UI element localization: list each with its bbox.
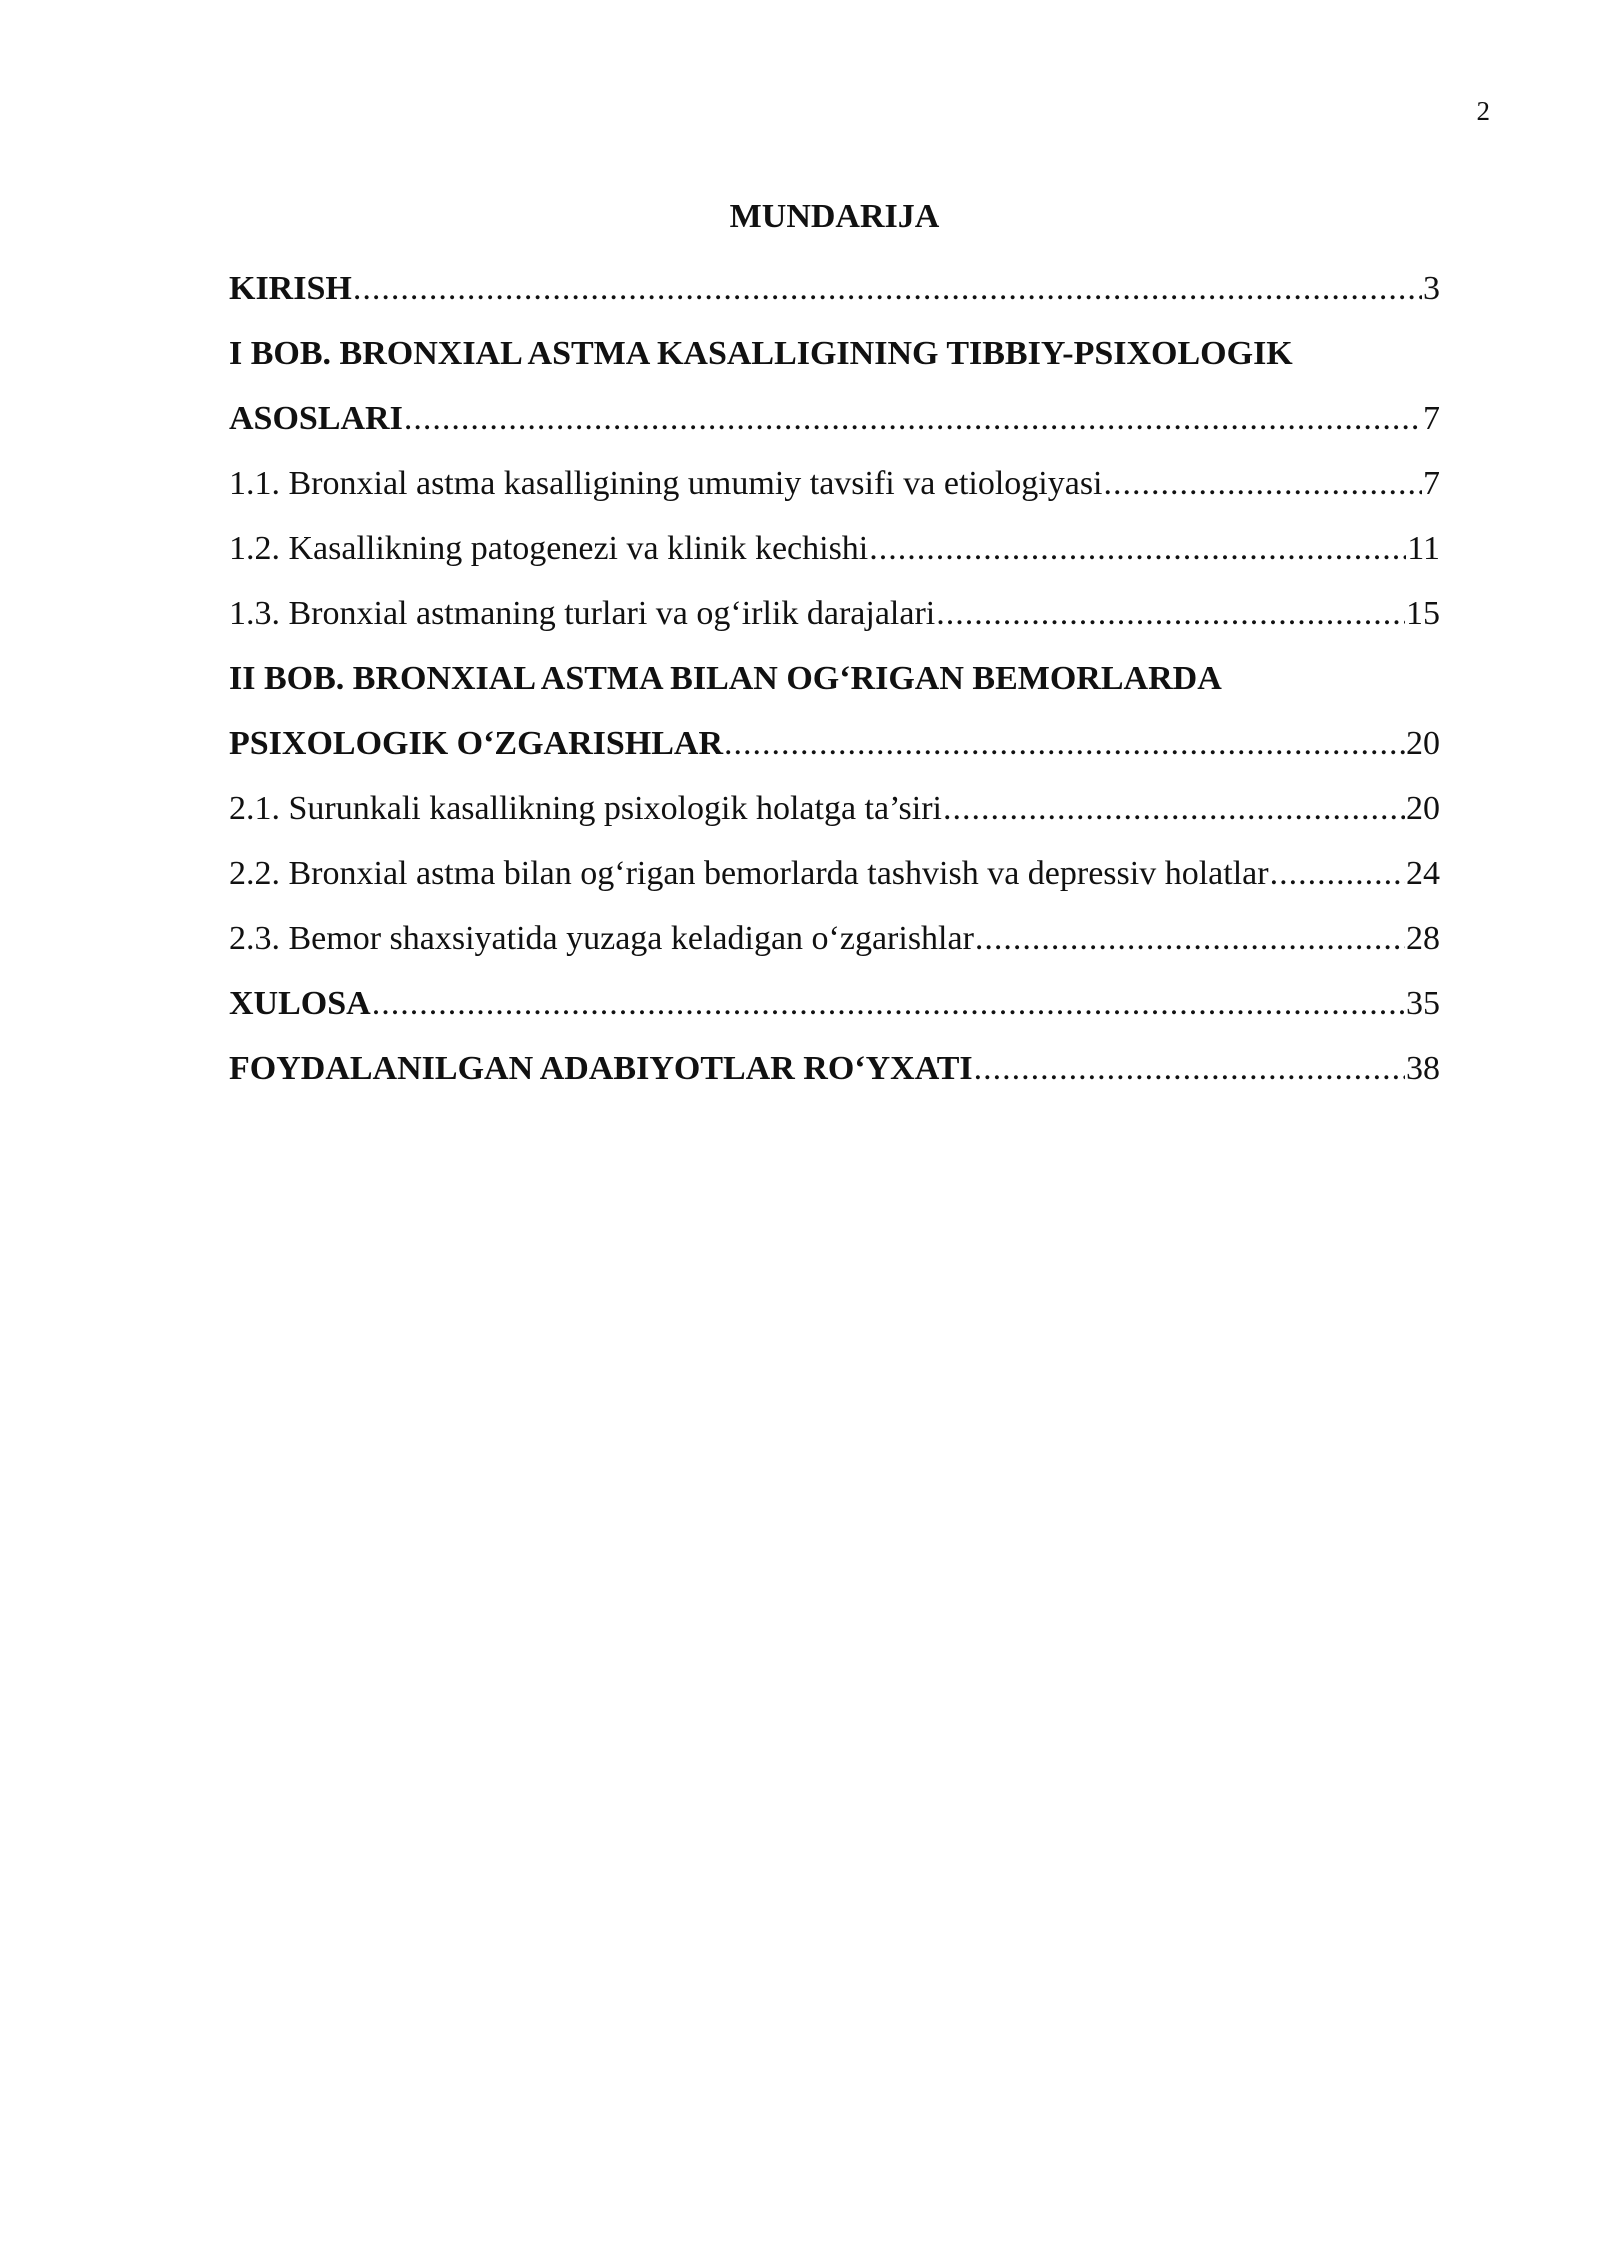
toc-entry-page: 20: [1406, 790, 1440, 827]
toc-entry-page: 20: [1406, 725, 1440, 762]
table-of-contents: [229, 190, 1440, 1101]
toc-entry-text: FOYDALANILGAN ADABIYOTLAR RO‘YXATI: [229, 1050, 973, 1087]
toc-entry-text: 1.1. Bronxial astma kasalligining umumiy tavsifi va etiologiyasi: [229, 465, 1103, 502]
toc-leader: [724, 711, 1405, 776]
toc-entry-text: 2.2. Bronxial astma bilan og‘rigan bemorlarda tashvish va depressiv holatlar: [229, 855, 1269, 892]
toc-entry-text: KIRISH: [229, 270, 352, 307]
toc-entry-text: XULOSA: [229, 985, 371, 1022]
toc-entry-section-2-2[interactable]: [229, 841, 1440, 906]
toc-leader: [974, 1036, 1405, 1101]
toc-entry-references[interactable]: [229, 1036, 1440, 1101]
toc-entry-page: 35: [1406, 985, 1440, 1022]
toc-entry-text: 1.2. Kasallikning patogenezi va klinik kechishi: [229, 530, 869, 567]
toc-entry-text: PSIXOLOGIK O‘ZGARISHLAR: [229, 725, 724, 762]
toc-leader: [869, 516, 1406, 581]
toc-entry-kirish[interactable]: [229, 256, 1440, 321]
toc-leader: [936, 581, 1405, 646]
page-number: 2: [1476, 96, 1490, 126]
toc-entry-chapter-1[interactable]: [229, 321, 1440, 451]
toc-leader: [943, 776, 1405, 841]
toc-entry-section-1-3[interactable]: [229, 581, 1440, 646]
toc-leader: [404, 386, 1422, 451]
toc-leader: [353, 256, 1422, 321]
toc-entry-section-1-2[interactable]: [229, 516, 1440, 581]
toc-entry-page: 11: [1407, 530, 1440, 567]
toc-entry-page: 24: [1406, 855, 1440, 892]
toc-entry-page: 15: [1406, 595, 1440, 632]
toc-entry-text: 1.3. Bronxial astmaning turlari va og‘irlik darajalari: [229, 595, 936, 632]
toc-entry-chapter-2[interactable]: [229, 646, 1440, 776]
toc-entry-text: 2.1. Surunkali kasallikning psixologik holatga ta’siri: [229, 790, 942, 827]
toc-entry-text-line-1: I BOB. BRONXIAL ASTMA KASALLIGINING TIBBIY-PSIXOLOGIK: [229, 335, 1293, 372]
toc-entry-page: 7: [1423, 465, 1440, 502]
toc-entry-page: 38: [1406, 1050, 1440, 1087]
toc-leader: [975, 906, 1405, 971]
toc-leader: [1270, 841, 1405, 906]
toc-entry-text-line-1: II BOB. BRONXIAL ASTMA BILAN OG‘RIGAN BEMORLARDA: [229, 660, 1222, 697]
toc-entry-section-2-1[interactable]: [229, 776, 1440, 841]
toc-entry-section-1-1[interactable]: [229, 451, 1440, 516]
toc-entry-page: 3: [1423, 270, 1440, 307]
toc-entry-text: 2.3. Bemor shaxsiyatida yuzaga keladigan o‘zgarishlar: [229, 920, 974, 957]
toc-leader: [1104, 451, 1423, 516]
toc-entry-xulosa[interactable]: [229, 971, 1440, 1036]
toc-entry-text: ASOSLARI: [229, 400, 403, 437]
toc-entry-section-2-3[interactable]: [229, 906, 1440, 971]
toc-entry-page: 7: [1423, 400, 1440, 437]
toc-title: MUNDARIJA: [729, 198, 940, 235]
toc-leader: [372, 971, 1405, 1036]
toc-entry-page: 28: [1406, 920, 1440, 957]
